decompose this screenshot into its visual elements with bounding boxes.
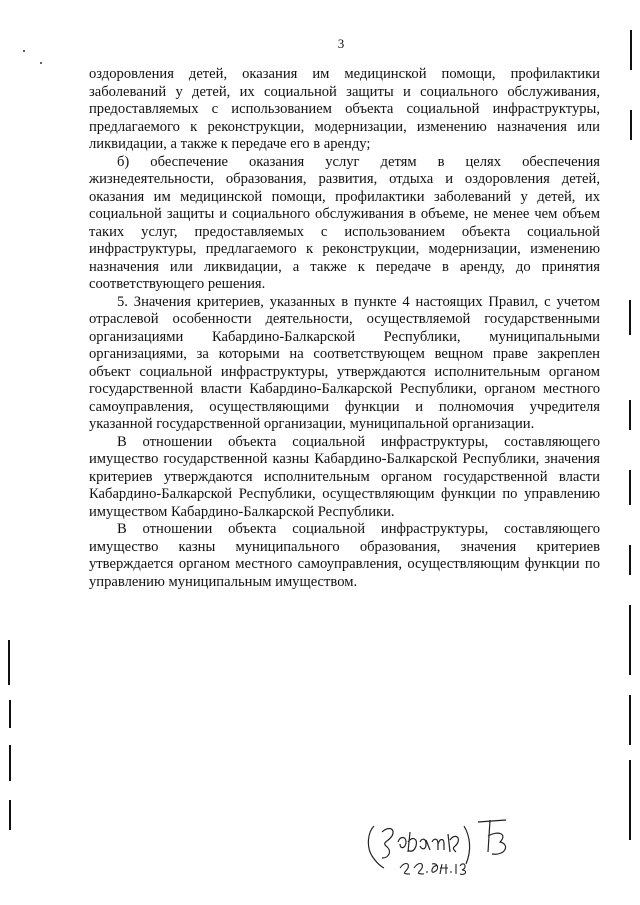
- scan-edge-mark: [629, 695, 631, 745]
- scan-edge-mark: [9, 800, 11, 830]
- paragraph-1: оздоровления детей, оказания им медицинской помощи, профилактики заболеваний у детей, их социальной защиты и социального обслуживания, предоставляемых с использованием объекта социальной инфраструктуры, предлагаемого к реконструкции, модернизации, изменению назначения или ликвидации, а также к передаче его в аренду;: [89, 66, 600, 152]
- page-number: 3: [337, 36, 345, 51]
- scan-edge-mark: [629, 470, 631, 505]
- paragraph-4: В отношении объекта социальной инфраструктуры, составляющего имущество государственной казны Кабардино-Балкарской Республики, значения критериев утверждаются исполнительным органом государственной власти Кабардино-Балкарской Республики, осуществляющим функции по управлению имуществом Кабардино-Балкарской Республики.: [89, 433, 600, 520]
- paragraph-3: 5. Значения критериев, указанных в пункте 4 настоящих Правил, с учетом отраслевой особенности деятельности, осуществляемой государственными организациями Кабардино-Балкарской Республики, муниципальными организациями, за которыми на соответствующем вещном праве закреплен объект социальной инфраструктуры, утверждаются исполнительным органом государственной власти Кабардино-Балкарской Республики, органом местного самоуправления, осуществляющими функции и полномочия учредителя указанной государственной организации, муниципальной организации.: [89, 293, 600, 432]
- document-body: [89, 66, 600, 591]
- scan-dot: [23, 50, 25, 52]
- scan-edge-mark: [629, 605, 631, 675]
- scan-edge-mark: [629, 300, 631, 335]
- handwritten-signature: [360, 812, 520, 882]
- scan-dot: [40, 62, 42, 64]
- scan-edge-mark: [630, 110, 632, 140]
- scan-edge-mark: [629, 545, 631, 575]
- scan-edge-mark: [9, 700, 11, 728]
- scan-edge-mark: [630, 30, 632, 70]
- paragraph-5: В отношении объекта социальной инфраструктуры, составляющего имущество казны муниципального образования, значения критериев утверждается органом местного самоуправления, осуществляющим функции по управлению муниципальным имуществом.: [89, 521, 600, 590]
- scan-edge-mark: [629, 400, 631, 430]
- scan-edge-mark: [8, 640, 10, 685]
- paragraph-2: б) обеспечение оказания услуг детям в целях обеспечения жизнедеятельности, образования, развития, отдыха и оздоровления детей, оказания им медицинской помощи, профилактики заболеваний у детей, их социальной защиты и социального обслуживания в объеме, не менее чем объем таких услуг, предоставляемых с использованием объекта социальной инфраструктуры, предлагаемого к реконструкции, модернизации, изменению назначения или ликвидации, а также к передаче в аренду, до принятия соответствующего решения.: [89, 153, 600, 292]
- scan-edge-mark: [629, 760, 631, 840]
- scan-edge-mark: [9, 745, 11, 781]
